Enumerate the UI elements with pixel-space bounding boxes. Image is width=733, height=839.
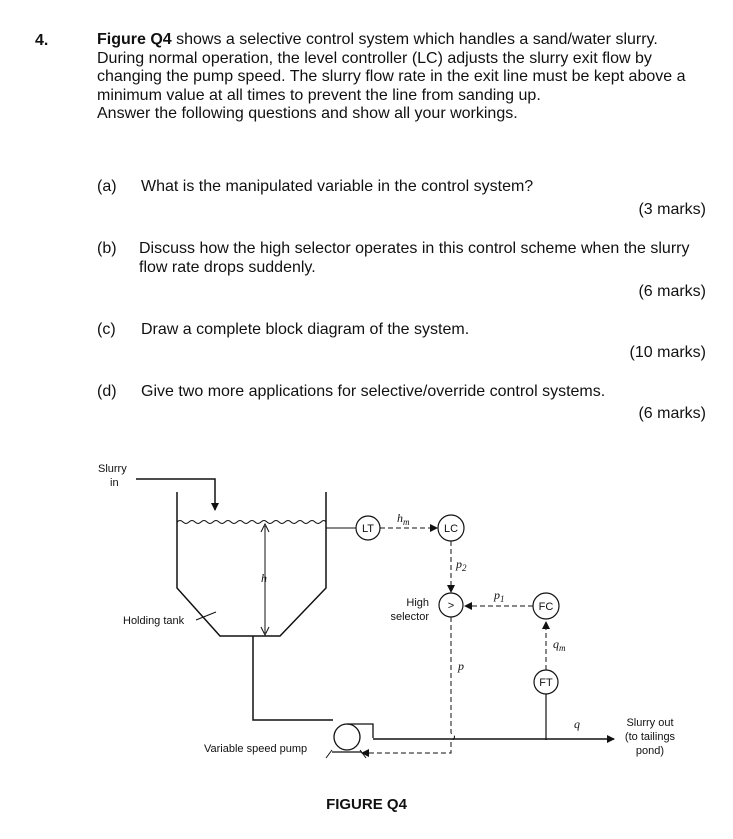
slurry-out-label-2: (to tailings xyxy=(624,731,676,743)
lc-label: LC xyxy=(443,523,459,535)
part-d-text: Give two more applications for selective/override control systems. xyxy=(141,383,606,400)
part-d-label: (d) xyxy=(97,383,117,400)
figure-title: FIGURE Q4 xyxy=(326,796,407,813)
p-signal xyxy=(362,617,455,753)
holding-tank xyxy=(177,492,326,636)
part-b-label: (b) xyxy=(97,240,117,257)
slurry-out-label-3: pond) xyxy=(635,745,665,757)
level-h-label: h xyxy=(261,571,267,585)
part-d-marks: (6 marks) xyxy=(638,405,706,422)
liquid-level xyxy=(177,521,326,524)
part-c-marks: (10 marks) xyxy=(629,344,706,361)
p-label: p xyxy=(458,659,464,673)
slurry-in-label: Slurry xyxy=(98,463,127,475)
pump-label: Variable speed pump xyxy=(204,743,308,755)
part-b-marks: (6 marks) xyxy=(638,283,706,300)
part-c-label: (c) xyxy=(97,321,116,338)
high-selector-label-2: selector xyxy=(390,611,429,623)
lt-label: LT xyxy=(361,523,375,535)
holding-tank-label: Holding tank xyxy=(123,615,185,627)
part-c-text: Draw a complete block diagram of the system. xyxy=(141,321,470,338)
intro-text: shows a selective control system which handles a sand/water slurry. During normal operation, the level controller (LC) adjusts the slurry exit flow by changing the pump speed. The slurry flow rate in the exit line must be kept above a minimum value at all times to prevent the line from sanding up. xyxy=(97,31,686,104)
part-a-marks: (3 marks) xyxy=(638,201,706,218)
ft-label: FT xyxy=(539,677,553,689)
slurry-out-label: Slurry out xyxy=(626,717,674,729)
inlet-line xyxy=(136,479,215,510)
high-selector-label: High xyxy=(406,597,429,609)
qm-label: $q_m$ xyxy=(553,637,566,653)
figure-reference: Figure Q4 xyxy=(97,31,172,48)
pump-feet xyxy=(326,750,366,758)
high-selector-symbol: > xyxy=(447,600,455,612)
instruction-text: Answer the following questions and show all your workings. xyxy=(97,105,518,123)
part-a-label: (a) xyxy=(97,178,117,195)
variable-speed-pump xyxy=(334,724,360,750)
fc-label: FC xyxy=(538,601,554,613)
p1-label: $p_1$ xyxy=(494,588,505,604)
tank-outlet-pipe xyxy=(253,636,333,720)
part-a-text: What is the manipulated variable in the control system? xyxy=(141,178,534,195)
hm-label: $h_m$ xyxy=(397,511,410,527)
p2-label: $p_2$ xyxy=(456,557,467,573)
q-label: q xyxy=(574,717,580,731)
part-b-text: Discuss how the high selector operates in this control scheme when the slurry flow rate drops suddenly. xyxy=(139,240,690,276)
question-number: 4. xyxy=(35,32,49,49)
slurry-in-label-2: in xyxy=(110,477,119,489)
